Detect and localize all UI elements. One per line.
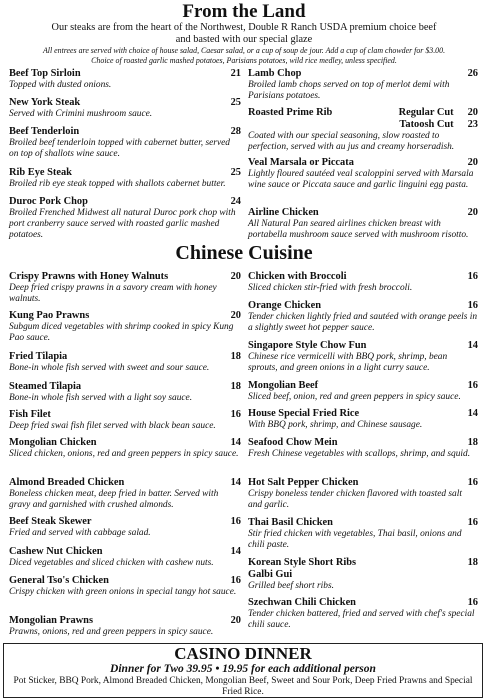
item-name: Mongolian Chicken [9, 437, 97, 448]
item-description: Coated with our special seasoning, slow roasted to perfection, served with au jus and creamy horseradish. [248, 131, 455, 152]
menu-item [248, 271, 478, 294]
item-price: 18 [230, 381, 241, 392]
item-name: Veal Marsala or Piccata [248, 157, 354, 168]
land-intro-line1: Our steaks are from the heart of the Northwest, Double R Ranch USDA premium choice beef [51, 22, 437, 33]
item-description: Deep fried crispy prawns in a savory cream with honey walnuts. [9, 283, 217, 304]
casino-items: Pot Sticker, BBQ Pork, Almond Breaded Chicken, Mongolian Beef, Sweet and Sour Pork, Deep Fried Prawns and Special Fried Rice. [13, 676, 473, 697]
item-name: Singapore Style Chow Fun [248, 340, 367, 351]
menu-item [9, 351, 241, 374]
item-name: Fish Filet [9, 409, 51, 420]
land-title: From the Land [182, 1, 306, 22]
item-price: 20 [230, 271, 241, 282]
item-price: 21 [230, 68, 241, 79]
item-price: 14 [230, 546, 241, 557]
item-name: Szechwan Chili Chicken [248, 597, 356, 608]
item-description: Grilled beef short ribs. [248, 581, 334, 591]
menu-item [248, 340, 478, 374]
item-description: Sliced chicken stir-fried with fresh broccoli. [248, 283, 413, 293]
item-name: Roasted Prime Rib [248, 107, 333, 118]
item-name: Fried Tilapia [9, 351, 68, 362]
item-description: Sliced beef, onion, red and green peppers in spicy sauce. [248, 392, 461, 402]
item-name: Cashew Nut Chicken [9, 546, 103, 557]
item-name: House Special Fried Rice [248, 408, 360, 419]
item-description: Fried and served with cabbage salad. [9, 528, 151, 538]
item-name: Airline Chicken [248, 207, 319, 218]
item-description: Fresh Chinese vegetables with scallops, shrimp, and squid. [248, 449, 471, 459]
item-name: Korean Style Short Ribs [248, 557, 357, 568]
item-name: Almond Breaded Chicken [9, 477, 125, 488]
menu-item [248, 597, 478, 631]
item-description: Boneless chicken meat, deep fried in batter. Served with gravy and garnished with crushed almonds. [9, 489, 219, 510]
item-price: 16 [230, 409, 241, 420]
item-name: Orange Chicken [248, 300, 322, 311]
item-name: Mongolian Beef [248, 380, 319, 391]
menu-item [9, 271, 241, 305]
item-price: 14 [467, 340, 478, 351]
item-description: Crispy chicken with green onions in special tangy hot sauce. [9, 587, 237, 597]
item-description: Broiled beef tenderloin topped with cabernet butter, served on top of shallots wine sauce. [9, 138, 230, 159]
item-price: 24 [230, 196, 241, 207]
item-name: Rib Eye Steak [9, 167, 72, 178]
menu-item [248, 517, 478, 551]
menu-item [248, 380, 478, 403]
menu-item [9, 546, 241, 569]
item-name-secondary: Galbi Gui [248, 569, 293, 580]
menu-item [9, 167, 241, 190]
item-description: Diced vegetables and sliced chicken with cashew nuts. [9, 558, 214, 568]
item-price: 16 [230, 516, 241, 527]
size-label: Tatoosh Cut [399, 119, 454, 130]
casino-title: CASINO DINNER [174, 644, 312, 663]
menu-item [9, 575, 241, 598]
land-columns [0, 68, 488, 243]
item-name: New York Steak [9, 97, 81, 108]
size-price: 23 [467, 119, 478, 130]
item-description: Prawns, onions, red and green peppers in spicy sauce. [9, 627, 214, 637]
item-name: Thai Basil Chicken [248, 517, 333, 528]
item-description: Chinese rice vermicelli with BBQ pork, shrimp, bean sprouts, and green onions in a light curry sauce. [248, 352, 448, 373]
land-note-line1: All entrees are served with choice of house salad, Caesar salad, or a cup of soup de jour. Add a cup of clam chowder for $3.00. [42, 46, 446, 55]
item-name: General Tso's Chicken [9, 575, 109, 586]
item-price: 16 [467, 271, 478, 282]
item-price: 20 [230, 615, 241, 626]
menu-item [248, 157, 478, 191]
chinese-header [0, 243, 488, 263]
item-name: Seafood Chow Mein [248, 437, 338, 448]
menu-item [9, 196, 241, 241]
item-price: 16 [467, 517, 478, 528]
menu-item [248, 437, 478, 460]
menu-item [9, 437, 241, 460]
item-name: Beef Steak Skewer [9, 516, 92, 527]
item-description: Tender chicken battered, fried and served with chef's special chili sauce. [248, 609, 475, 630]
item-price: 20 [467, 157, 478, 168]
casino-subtitle: Dinner for Two 39.95 • 19.95 for each additional person [110, 663, 376, 675]
item-price: 25 [230, 167, 241, 178]
item-price: 16 [230, 575, 241, 586]
item-description: With BBQ pork, shrimp, and Chinese sausage. [248, 420, 423, 430]
casino-dinner-box [3, 643, 483, 698]
item-description: Bone-in whole fish served with sweet and sour sauce. [9, 363, 210, 373]
item-price: 14 [230, 437, 241, 448]
item-price: 18 [230, 351, 241, 362]
menu-item [248, 477, 478, 511]
item-price: 16 [467, 597, 478, 608]
menu-item [9, 97, 241, 120]
menu-item [248, 68, 478, 102]
menu-item [9, 310, 241, 344]
menu-item [9, 477, 241, 511]
menu-item [9, 409, 241, 432]
item-name: Crispy Prawns with Honey Walnuts [9, 271, 169, 282]
item-price: 14 [467, 408, 478, 419]
item-description: All Natural Pan seared airlines chicken breast with portabella mushroom sauce served with mushroom risotto. [248, 219, 469, 240]
item-price: 18 [467, 557, 478, 568]
item-price: 14 [230, 477, 241, 488]
item-name: Kung Pao Prawns [9, 310, 90, 321]
item-price: 28 [230, 126, 241, 137]
item-name: Hot Salt Pepper Chicken [248, 477, 359, 488]
item-price: 25 [230, 97, 241, 108]
item-description: Served with Crimini mushroom sauce. [9, 109, 153, 119]
item-price: 20 [467, 207, 478, 218]
land-header [0, 2, 488, 65]
item-description: Broiled Frenched Midwest all natural Duroc pork chop with port cranberry sauce served with roasted garlic mashed potatoes. [9, 208, 236, 240]
land-note-line2: Choice of roasted garlic mashed potatoes, Parisians potatoes, wild rice medley, unless specified. [91, 55, 397, 65]
item-name: Beef Top Sirloin [9, 68, 81, 79]
item-price: 16 [467, 380, 478, 391]
size-label: Regular Cut [398, 107, 454, 118]
menu-item [248, 300, 478, 334]
item-description: Sliced chicken, onions, red and green peppers in spicy sauce. [9, 449, 239, 459]
item-description: Tender chicken lightly fried and sautéed with orange peels in a slightly sweet hot pepper sauce. [248, 312, 478, 333]
item-name: Beef Tenderloin [9, 126, 80, 137]
item-description: Lightly floured sautéed veal scaloppini served with Marsala wine sauce or Piccata sauce and garlic linguini egg pasta. [248, 169, 474, 190]
item-description: Broiled lamb chops served on top of merlot demi with Parisians potatoes. [248, 80, 450, 101]
menu-item [248, 408, 478, 431]
land-intro-line2: and basted with our special glaze [175, 34, 313, 45]
menu-item [248, 107, 478, 153]
chinese-title: Chinese Cuisine [175, 242, 313, 264]
menu-item [248, 207, 478, 241]
chinese-columns [0, 271, 488, 641]
item-description: Subgum diced vegetables with shrimp cooked in spicy Kung Pao sauce. [9, 322, 234, 343]
size-price: 20 [467, 107, 478, 118]
menu-item [9, 516, 241, 539]
item-description: Bone-in whole fish served with a light soy sauce. [9, 393, 193, 403]
menu-item [248, 557, 478, 592]
item-name: Duroc Pork Chop [9, 196, 88, 207]
menu-item [9, 381, 241, 404]
item-name: Lamb Chop [248, 68, 302, 79]
item-price: 16 [467, 477, 478, 488]
item-price: 16 [467, 300, 478, 311]
menu-item [9, 615, 241, 638]
item-description: Deep fried swai fish filet served with black bean sauce. [9, 421, 216, 431]
item-name: Mongolian Prawns [9, 615, 93, 626]
item-price: 26 [467, 68, 478, 79]
item-description: Crispy boneless tender chicken flavored with toasted salt and garlic. [248, 489, 462, 510]
item-description: Broiled rib eye steak topped with shallots cabernet butter. [9, 179, 226, 189]
item-description: Topped with dusted onions. [9, 80, 112, 90]
item-name: Steamed Tilapia [9, 381, 82, 392]
menu-item [9, 126, 241, 160]
item-name: Chicken with Broccoli [248, 271, 347, 282]
item-price: 18 [467, 437, 478, 448]
menu-item [9, 68, 241, 91]
item-description: Stir fried chicken with vegetables, Thai basil, onions and chili paste. [248, 529, 462, 550]
item-price: 20 [230, 310, 241, 321]
